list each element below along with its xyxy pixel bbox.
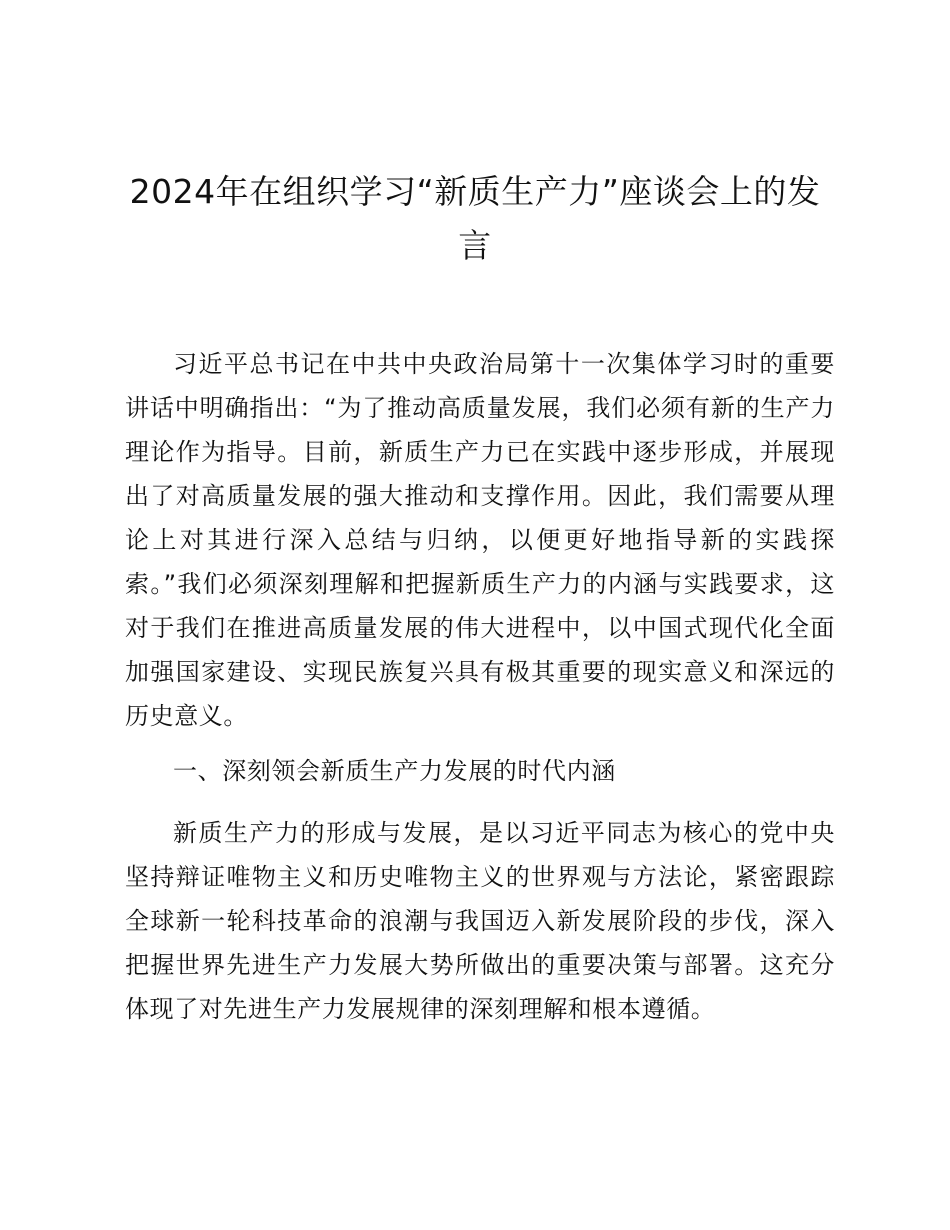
document-title: 2024年在组织学习“新质生产力”座谈会上的发言	[129, 172, 821, 265]
intro-paragraph: 习近平总书记在中共中央政治局第十一次集体学习时的重要讲话中明确指出：“为了推动高质量发展，我们必须有新的生产力理论作为指导。目前，新质生产力已在实践中逐步形成，并展现出了对高质量发展的强大推动和支撑作用。因此，我们需要从理论上对其进行深入总结与归纳，以便更好地指导新的实践探索。”我们必须深刻理解和把握新质生产力的内涵与实践要求，这对于我们在推进高质量发展的伟大进程中，以中国式现代化全面加强国家建设、实现民族复兴具有极其重要的现实意义和深远的历史意义。	[125, 350, 835, 730]
section-paragraph: 新质生产力的形成与发展，是以习近平同志为核心的党中央坚持辩证唯物主义和历史唯物主义的世界观与方法论，紧密跟踪全球新一轮科技革命的浪潮与我国迈入新发展阶段的步伐，深入把握世界先进生产力发展大势所做出的重要决策与部署。这充分体现了对先进生产力发展规律的深刻理解和根本遵循。	[125, 819, 835, 1023]
section-heading: 一、深刻领会新质生产力发展的时代内涵	[173, 757, 616, 785]
